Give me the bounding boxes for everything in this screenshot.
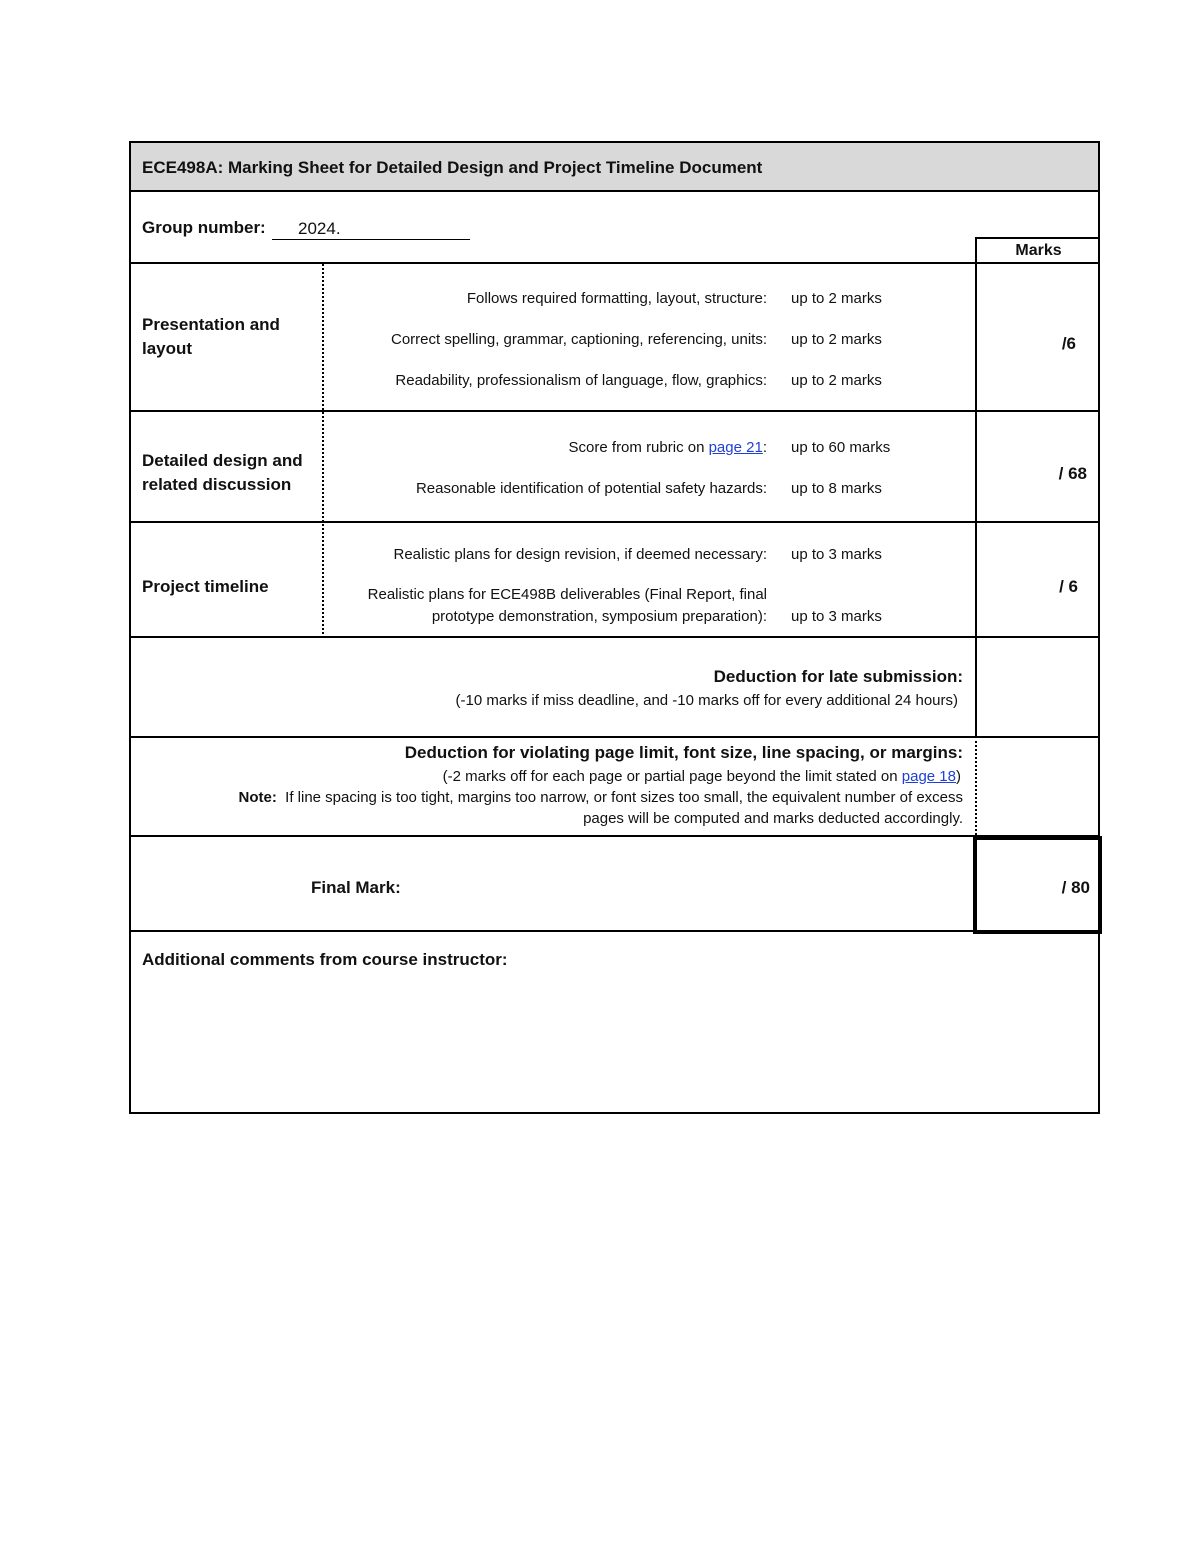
label-column-divider [322,264,324,638]
page-limit-note-line-1 [238,789,963,806]
presentation-marks-3: up to 2 marks [791,372,882,389]
timeline-criterion-1: Realistic plans for design revision, if deemed necessary: [393,546,767,563]
rule [131,835,1098,837]
late-deduction-detail: (-10 marks if miss deadline, and -10 marks off for every additional 24 hours) [455,692,958,709]
page-limit-heading: Deduction for violating page limit, font size, line spacing, or margins: [404,743,963,762]
page-limit-detail [443,768,961,785]
timeline-total: / 6 [1059,577,1078,596]
title-band [131,143,1098,192]
presentation-total: /6 [1061,334,1076,353]
presentation-criterion-2: Correct spelling, grammar, captioning, referencing, units: [390,331,767,348]
comments-area[interactable] [142,978,1087,1103]
presentation-criterion-3: Readability, professionalism of language, flow, graphics: [395,372,767,389]
late-deduction-heading: Deduction for late submission: [713,667,963,686]
design-criterion-1 [569,439,767,456]
design-criterion-1-colon: : [762,439,767,456]
marks-header: Marks [1015,242,1062,259]
presentation-marks-1: up to 2 marks [791,290,882,307]
design-criterion-2: Reasonable identification of potential safety hazards: [415,480,767,497]
design-marks-1: up to 60 marks [791,439,891,456]
group-number-value: 2024. [298,219,341,238]
note-label: Note: [238,789,277,806]
page-21-link[interactable]: page 21 [708,439,763,456]
rule [131,521,1098,523]
timeline-criterion-2-line-1: Realistic plans for ECE498B deliverables (Final Report, final [367,586,767,603]
page-limit-note-line-2: pages will be computed and marks deducted accordingly. [583,810,963,827]
final-mark-label: Final Mark: [311,878,401,897]
page-18-link[interactable]: page 18 [901,768,956,785]
rule [131,262,1098,264]
rule [131,410,1098,412]
page-limit-detail-text: (-2 marks off for each page or partial page beyond the limit stated on [442,768,902,785]
sheet-title: ECE498A: Marking Sheet for Detailed Design and Project Timeline Document [142,158,763,177]
design-label: Detailed design and related discussion [142,451,303,494]
group-number-label: Group number: [142,218,266,237]
page-limit-detail-close: ) [956,768,961,785]
design-marks-2: up to 8 marks [791,480,882,497]
timeline-marks-1: up to 3 marks [791,546,882,563]
rule [131,636,1098,638]
group-number-field[interactable] [272,219,470,240]
rule [131,930,1098,932]
final-mark-total: / 80 [1061,878,1090,897]
rule [131,736,1098,738]
comments-label: Additional comments from course instructor: [142,950,508,969]
design-criterion-1-text: Score from rubric on [568,439,709,456]
timeline-marks-2: up to 3 marks [791,608,882,625]
presentation-marks-2: up to 2 marks [791,331,882,348]
timeline-criterion-2-line-2: prototype demonstration, symposium preparation): [431,608,767,625]
presentation-criterion-1: Follows required formatting, layout, structure: [466,290,767,307]
marks-column-divider [975,736,977,835]
final-mark-box [973,836,1102,934]
note-text-1: If line spacing is too tight, margins too narrow, or font sizes too small, the equivalent number of excess [285,789,963,806]
marks-header-cell [975,237,1100,263]
marking-sheet-table [129,141,1100,1114]
marks-column-divider [975,262,977,736]
timeline-label: Project timeline [142,577,269,596]
design-total: / 68 [1058,464,1087,483]
presentation-label: Presentation and layout [142,315,280,358]
